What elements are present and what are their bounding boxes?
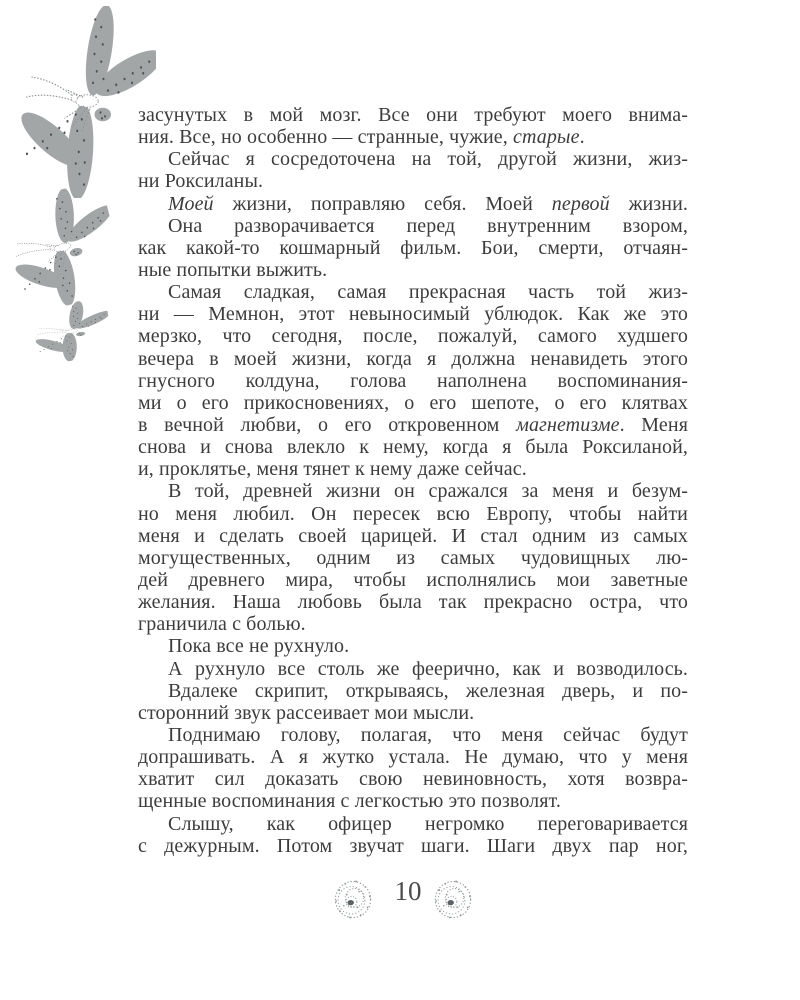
text-line: в вечной любви, о его откровенном магнетизме. Меня <box>138 413 689 436</box>
text-line: В той, древней жизни он сражался за меня и безум- <box>168 480 688 503</box>
text-line: ные попытки выжить. <box>138 258 328 281</box>
dragonfly-small-icon <box>22 297 113 366</box>
rose-ornament-icon <box>330 876 376 923</box>
text-line: Поднимаю голову, полагая, что меня сейчас будут <box>168 723 688 746</box>
text-line: ми о его прикосновениях, о его шепоте, о его клятвах <box>138 391 688 414</box>
text-line: допрашивать. А я жутко устала. Не думаю, что у меня <box>138 746 688 769</box>
text-line: но меня любил. Он пересек всю Европу, чтобы найти <box>138 502 688 525</box>
text-line: мерзко, что сегодня, после, пожалуй, самого худшего <box>138 325 688 348</box>
text-line: и, проклятье, меня тянет к нему даже сейчас. <box>138 458 527 481</box>
text-line: засунутых в мой мозг. Все они требуют моего внима- <box>138 104 688 126</box>
text-line: снова и снова влекло к нему, когда я была Роксиланой, <box>138 436 688 459</box>
dragonfly-medium-icon <box>0 180 128 319</box>
text-line: Она разворачивается перед внутренним взором, <box>168 214 688 237</box>
text-line: ни — Мемнон, этот невыносимый ублюдок. Как же это <box>138 303 688 326</box>
text-line: Моей жизни, поправляю себя. Моей первой жизни. <box>168 192 688 215</box>
text-line: Слышу, как офицер негромко переговаривается <box>168 812 688 835</box>
text-line: Сейчас я сосредоточена на той, другой жизни, жиз- <box>168 148 688 171</box>
text-line: А рухнуло все столь же феерично, как и возводилось. <box>168 657 688 680</box>
text-line: хватит сил доказать свою невиновность, хотя возвра- <box>138 768 688 791</box>
text-line: Вдалеке скрипит, открываясь, железная дверь, и по- <box>168 679 688 702</box>
rose-ornament-icon <box>430 876 476 923</box>
text-line: Самая сладкая, самая прекрасная часть той жиз- <box>168 281 688 304</box>
text-line: могущественных, одним из самых чудовищных лю- <box>138 546 688 569</box>
text-line: вечера в моей жизни, когда я должна ненавидеть этого <box>138 347 688 370</box>
text-line: щенные воспоминания с легкостью это позволят. <box>138 790 561 813</box>
text-line: дей древнего мира, чтобы исполнялись мои заветные <box>138 568 688 591</box>
text-line: гнусного колдуна, голова наполнена воспоминания- <box>138 369 688 392</box>
dragonfly-large-icon <box>6 6 156 198</box>
text-line: как какой-то кошмарный фильм. Бои, смерти, отчаян- <box>138 236 688 259</box>
text-line: с дежурным. Потом звучат шаги. Шаги двух пар ног, <box>138 834 688 857</box>
text-line: Пока все не рухнуло. <box>168 635 350 658</box>
text-line: сторонний звук рассеивает мои мысли. <box>138 701 475 724</box>
text-line: меня и сделать своей царицей. И стал одним из самых <box>138 524 688 547</box>
body-text <box>138 104 688 857</box>
text-line: желания. Наша любовь была так прекрасно остра, что <box>138 591 688 614</box>
text-line: ни Роксиланы. <box>138 170 264 193</box>
text-line: ния. Все, но особенно — странные, чужие, старые. <box>138 126 585 149</box>
page-number: 10 <box>394 876 422 906</box>
text-line: граничила с болью. <box>138 613 306 636</box>
